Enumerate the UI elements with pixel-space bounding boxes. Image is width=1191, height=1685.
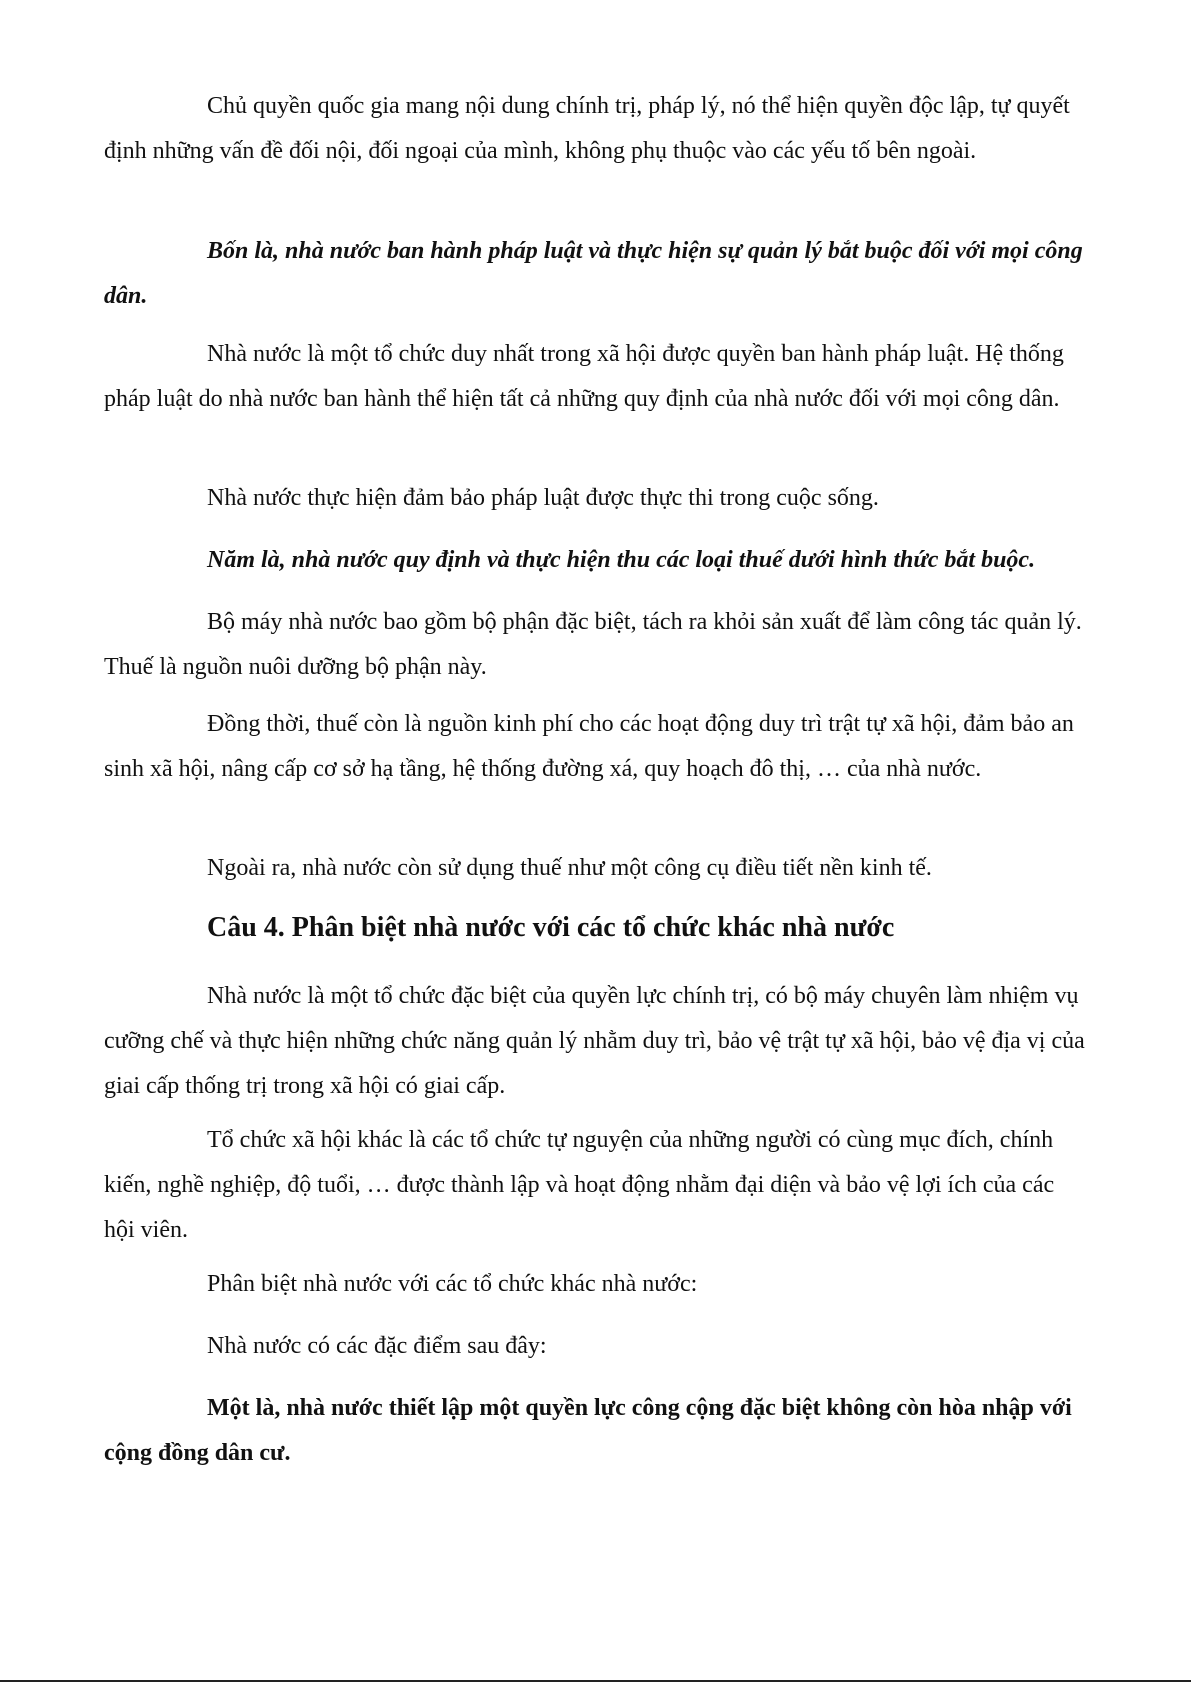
page-bottom-rule — [0, 1680, 1191, 1682]
paragraph-features-intro: Nhà nước có các đặc điểm sau đây: — [207, 1333, 547, 1359]
paragraph-law-issuance: Nhà nước là một tổ chức duy nhất trong xã hội được quyền ban hành pháp luật. Hệ thống pháp luật do nhà nước ban hành thể hiện tất cả những quy định của nhà nước đối với mọi công dân. — [104, 341, 1064, 412]
paragraph-law-enforcement: Nhà nước thực hiện đảm bảo pháp luật được thực thi trong cuộc sống. — [207, 485, 879, 511]
paragraph-sovereignty: Chủ quyền quốc gia mang nội dung chính trị, pháp lý, nó thể hiện quyền độc lập, tự quyết định những vấn đề đối nội, đối ngoại của mình, không phụ thuộc vào các yếu tố bên ngoài. — [104, 93, 1070, 164]
paragraph-state-definition: Nhà nước là một tổ chức đặc biệt của quyền lực chính trị, có bộ máy chuyên làm nhiệm vụ cưỡng chế và thực hiện những chức năng quản lý nhằm duy trì, bảo vệ trật tự xã hội, bảo vệ địa vị của giai cấp thống trị trong xã hội có giai cấp. — [104, 983, 1085, 1099]
heading-point-one: Một là, nhà nước thiết lập một quyền lực công cộng đặc biệt không còn hòa nhập với cộng đồng dân cư. — [104, 1395, 1072, 1466]
paragraph-social-organizations: Tổ chức xã hội khác là các tổ chức tự nguyện của những người có cùng mục đích, chính kiến, nghề nghiệp, độ tuổi, … được thành lập và hoạt động nhằm đại diện và bảo vệ lợi ích của các hội viên. — [104, 1127, 1055, 1243]
paragraph-distinction-intro: Phân biệt nhà nước với các tổ chức khác nhà nước: — [207, 1271, 698, 1297]
paragraph-tax-tool: Ngoài ra, nhà nước còn sử dụng thuế như một công cụ điều tiết nền kinh tế. — [207, 855, 932, 881]
section-heading-question-4: Câu 4. Phân biệt nhà nước với các tổ chức khác nhà nước — [207, 912, 895, 943]
paragraph-state-apparatus: Bộ máy nhà nước bao gồm bộ phận đặc biệt, tách ra khỏi sản xuất để làm công tác quản lý. Thuế là nguồn nuôi dưỡng bộ phận này. — [104, 609, 1082, 680]
heading-point-four: Bốn là, nhà nước ban hành pháp luật và thực hiện sự quản lý bắt buộc đối với mọi công dân. — [104, 238, 1083, 309]
paragraph-tax-funding: Đồng thời, thuế còn là nguồn kinh phí cho các hoạt động duy trì trật tự xã hội, đảm bảo an sinh xã hội, nâng cấp cơ sở hạ tầng, hệ thống đường xá, quy hoạch đô thị, … của nhà nước. — [104, 711, 1074, 782]
heading-point-five: Năm là, nhà nước quy định và thực hiện thu các loại thuế dưới hình thức bắt buộc. — [207, 547, 1036, 573]
